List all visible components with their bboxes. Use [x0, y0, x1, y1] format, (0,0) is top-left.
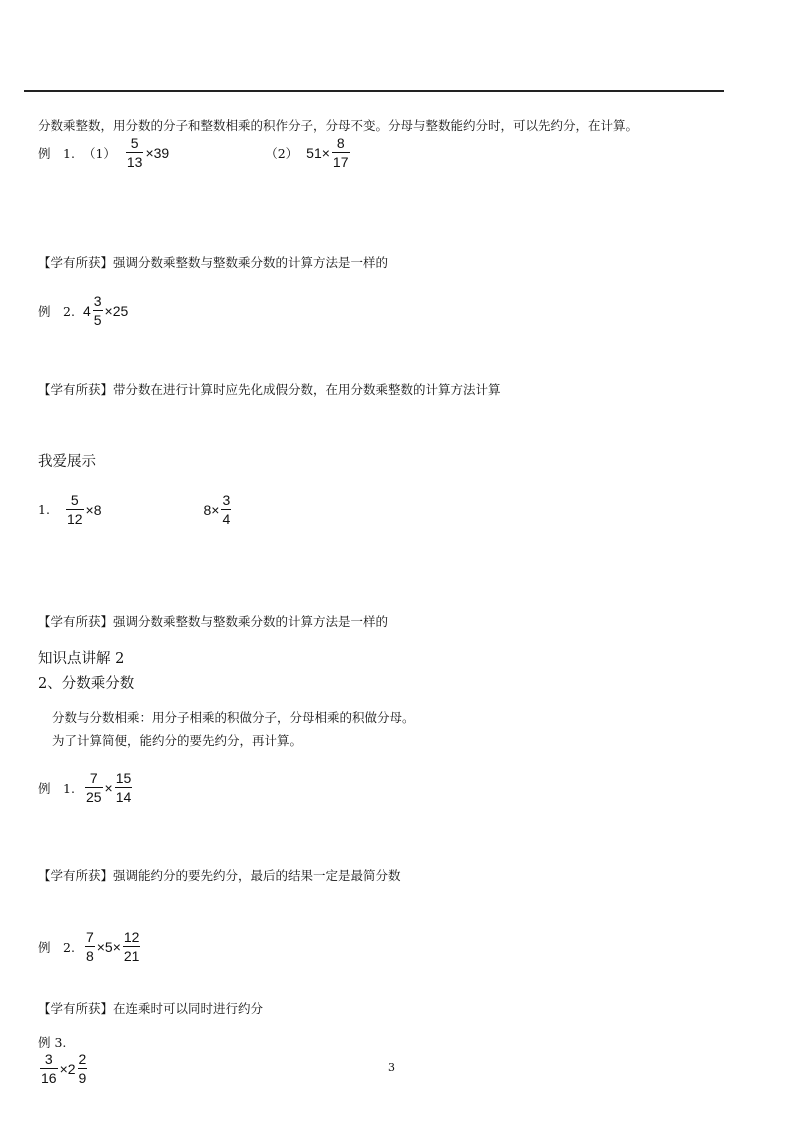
part-label: （1） — [82, 145, 116, 161]
example-label: 例 2. — [38, 939, 75, 955]
fraction — [40, 1052, 58, 1085]
numerator: 7 — [89, 770, 98, 786]
numerator: 3 — [222, 492, 231, 508]
example-3-line — [38, 771, 134, 804]
fraction — [123, 930, 141, 963]
practice-1-line — [38, 493, 233, 526]
numerator: 5 — [130, 135, 139, 151]
numerator: 12 — [123, 929, 140, 945]
fraction — [332, 136, 350, 169]
operation: ×5× — [96, 938, 121, 955]
example-4-line — [38, 930, 142, 963]
part-label: （2） — [265, 145, 299, 161]
denominator: 16 — [41, 1070, 57, 1086]
fraction — [126, 136, 144, 169]
operation: 8× — [203, 501, 220, 518]
denominator: 12 — [66, 511, 83, 527]
fraction — [85, 930, 95, 963]
example-label: 例 1. — [38, 145, 75, 161]
numerator: 3 — [44, 1051, 53, 1067]
gain-note-5: 【学有所获】在连乘时可以同时进行约分 — [38, 1001, 264, 1016]
numerator: 15 — [115, 770, 132, 786]
gain-note-3: 【学有所获】强调分数乘整数与整数乘分数的计算方法是一样的 — [38, 614, 389, 629]
numerator: 8 — [336, 135, 345, 151]
rule-text-1: 分数与分数相乘：用分子相乘的积做分子，分母相乘的积做分母。 — [52, 710, 415, 725]
numerator: 7 — [85, 929, 94, 945]
numerator: 5 — [70, 492, 79, 508]
denominator: 17 — [332, 154, 349, 170]
fraction — [115, 771, 133, 804]
page-number: 3 — [388, 1061, 395, 1074]
operation: ×25 — [104, 302, 129, 319]
practice-label: 1. — [38, 502, 50, 517]
denominator: 4 — [222, 511, 231, 527]
subsection-heading: 2、分数乘分数 — [38, 676, 135, 692]
example-5-line — [38, 1052, 89, 1085]
example-1-line — [38, 136, 352, 169]
example-label: 例 2. — [38, 303, 75, 319]
denominator: 21 — [123, 948, 140, 964]
intro-text: 分数乘整数，用分数的分子和整数相乘的积作分子，分母不变。分母与整数能约分时，可以先约分，在计算。 — [38, 118, 639, 133]
fraction — [93, 294, 103, 327]
gain-note-1: 【学有所获】强调分数乘整数与整数乘分数的计算方法是一样的 — [38, 255, 389, 270]
operation: ×2 — [59, 1060, 76, 1077]
fraction — [78, 1052, 88, 1085]
operation: 51× — [306, 144, 330, 161]
fraction — [66, 493, 84, 526]
fraction — [85, 771, 103, 804]
whole-number: 4 — [82, 302, 91, 319]
denominator: 25 — [85, 789, 102, 805]
section-title-show: 我爱展示 — [38, 454, 96, 470]
operation: × — [104, 779, 113, 796]
rule-text-2: 为了计算简便，能约分的要先约分，再计算。 — [52, 733, 303, 748]
section-heading: 知识点讲解 2 — [38, 651, 125, 667]
denominator: 8 — [85, 948, 94, 964]
operation: ×39 — [145, 144, 170, 161]
example-5-label: 例 3. — [38, 1035, 67, 1050]
operation: ×8 — [85, 501, 102, 518]
denominator: 5 — [93, 312, 102, 328]
denominator: 13 — [126, 154, 143, 170]
gain-note-4: 【学有所获】强调能约分的要先约分，最后的结果一定是最简分数 — [38, 868, 401, 883]
example-2-line — [38, 294, 128, 327]
numerator: 3 — [93, 293, 102, 309]
gain-note-2: 【学有所获】带分数在进行计算时应先化成假分数，在用分数乘整数的计算方法计算 — [38, 382, 501, 397]
fraction — [221, 493, 231, 526]
numerator: 2 — [78, 1051, 87, 1067]
header-rule — [24, 90, 724, 92]
denominator: 14 — [115, 789, 132, 805]
denominator: 9 — [78, 1070, 87, 1086]
example-label: 例 1. — [38, 780, 75, 796]
